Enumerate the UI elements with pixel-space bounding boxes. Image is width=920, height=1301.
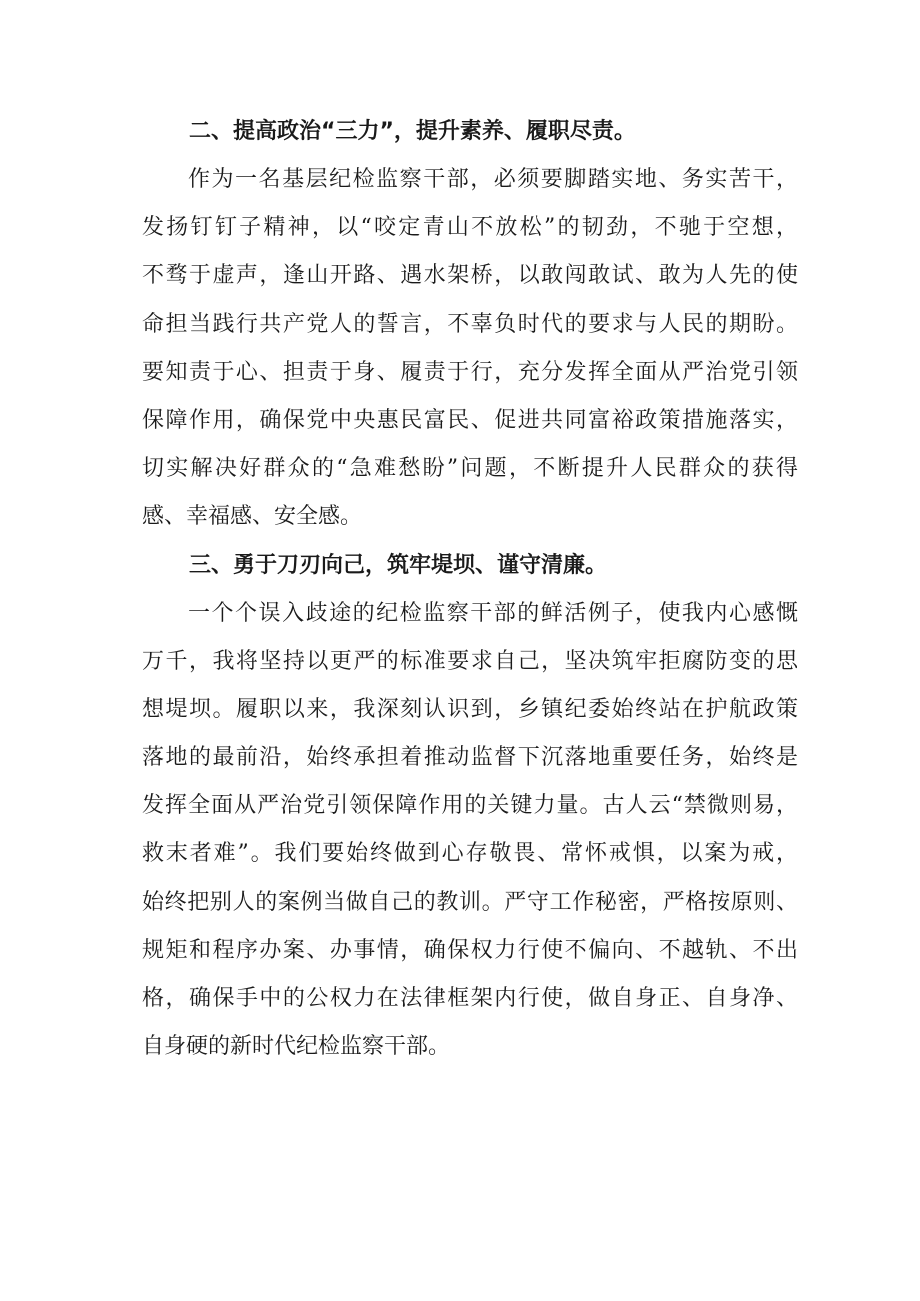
paragraph-line: 保障作用，确保党中央惠民富民、促进共同富裕政策措施落实， bbox=[142, 407, 798, 433]
paragraph-line: 感、幸福感、安全感。 bbox=[142, 504, 363, 530]
paragraph-line: 自身硬的新时代纪检监察干部。 bbox=[142, 1034, 451, 1060]
paragraph-line: 救末者难”。我们要始终做到心存敬畏、常怀戒惧，以案为戒， bbox=[142, 841, 798, 867]
section-heading-2: 二、提高政治“三力”，提升素养、履职尽责。 bbox=[189, 119, 636, 144]
paragraph-line: 格，确保手中的公权力在法律框架内行使，做自身正、自身净、 bbox=[142, 986, 798, 1011]
document-body bbox=[142, 108, 798, 1071]
paragraph-line: 作为一名基层纪检监察干部，必须要脚踏实地、务实苦干， bbox=[188, 167, 798, 192]
paragraph-line: 要知责于心、担责于身、履责于行，充分发挥全面从严治党引领 bbox=[142, 359, 798, 385]
paragraph-line: 发扬钉钉子精神，以“咬定青山不放松”的韧劲，不驰于空想， bbox=[142, 215, 798, 241]
section-3-paragraph bbox=[142, 590, 798, 1072]
paragraph-line: 不骛于虚声，逢山开路、遇水架桥，以敢闯敢试、敢为人先的使 bbox=[142, 263, 798, 289]
section-heading-3: 三、勇于刀刃向己，筑牢堤坝、谨守清廉。 bbox=[189, 552, 608, 578]
paragraph-line: 落地的最前沿，始终承担着推动监督下沉落地重要任务，始终是 bbox=[142, 745, 798, 771]
paragraph-line: 命担当践行共产党人的誓言，不辜负时代的要求与人民的期盼。 bbox=[142, 311, 798, 337]
paragraph-line: 万千，我将坚持以更严的标准要求自己，坚决筑牢拒腐防变的思 bbox=[142, 648, 798, 674]
paragraph-line: 切实解决好群众的“急难愁盼”问题，不断提升人民群众的获得 bbox=[142, 456, 798, 482]
paragraph-line: 想堤坝。履职以来，我深刻认识到，乡镇纪委始终站在护航政策 bbox=[142, 696, 798, 722]
paragraph-line: 发挥全面从严治党引领保障作用的关键力量。古人云“禁微则易， bbox=[142, 793, 798, 819]
paragraph-line: 规矩和程序办案、办事情，确保权力行使不偏向、不越轨、不出 bbox=[142, 937, 798, 963]
section-2-paragraph bbox=[142, 156, 798, 542]
paragraph-line: 一个个误入歧途的纪检监察干部的鲜活例子，使我内心感慨 bbox=[188, 600, 798, 626]
paragraph-line: 始终把别人的案例当做自己的教训。严守工作秘密，严格按原则、 bbox=[142, 889, 798, 915]
